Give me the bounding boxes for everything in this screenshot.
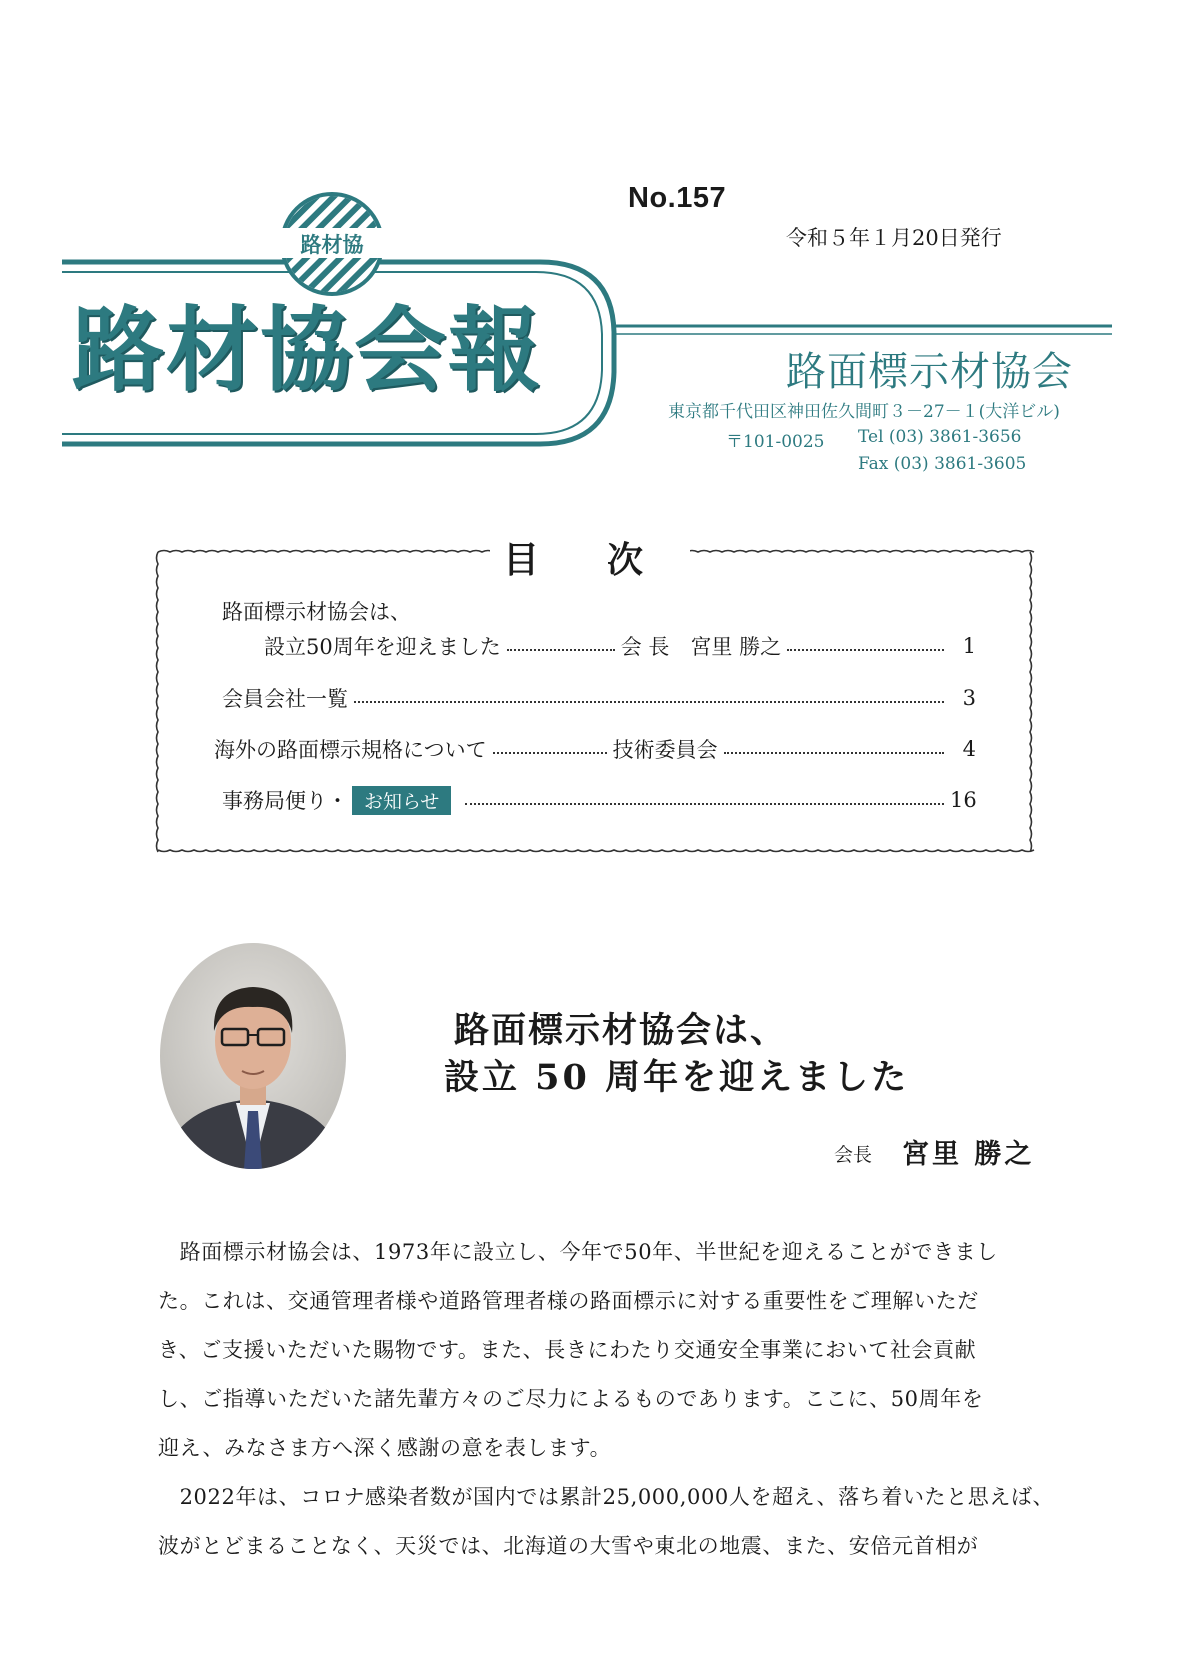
issue-date: 令和５年１月20日発行: [786, 226, 1002, 250]
toc-item-2[interactable]: [222, 682, 976, 714]
fax: Fax (03) 3861-3605: [858, 454, 1027, 474]
toc-item-3[interactable]: [214, 733, 976, 765]
toc-item-3-title: 海外の路面標示規格について: [214, 738, 487, 762]
leader-dots: [493, 752, 607, 754]
issue-number: No.157: [628, 182, 727, 214]
article-title-line1: 路面標示材協会は、: [454, 1010, 788, 1051]
body-paragraph-line: 2022年は、コロナ感染者数が国内では累計25,000,000人を超え、落ち着いたと思えば、: [158, 1485, 1055, 1509]
body-paragraph-line: た。これは、交通管理者様や道路管理者様の路面標示に対する重要性をご理解いただ: [158, 1289, 979, 1313]
postal-code: 〒101-0025: [726, 432, 825, 452]
organization-name: 路面標示材協会: [786, 349, 1073, 395]
body-paragraph-line: 路面標示材協会は、1973年に設立し、今年で50年、半世紀を迎えることができまし: [158, 1240, 998, 1264]
toc-item-2-title: 会員会社一覧: [222, 687, 348, 711]
telephone: Tel (03) 3861-3656: [858, 427, 1022, 447]
address: 東京都千代田区神田佐久間町３－27－１(大洋ビル): [668, 402, 1060, 422]
leader-dots: [724, 752, 944, 754]
toc-item-1[interactable]: [264, 630, 976, 662]
body-paragraph-line: 波がとどまることなく、天災では、北海道の大雪や東北の地震、また、安倍元首相が: [158, 1534, 979, 1558]
leader-dots: [787, 649, 944, 651]
masthead-badge: 路材協: [300, 233, 364, 257]
author-role: 会長: [834, 1144, 873, 1166]
toc-item-4-title: 事務局便り・: [222, 789, 348, 813]
toc-item-2-page: 3: [962, 686, 976, 710]
leader-dots: [354, 701, 944, 703]
toc-item-1-page: 1: [962, 634, 976, 658]
toc-title: 目次: [503, 539, 712, 581]
masthead-title: 路材協会報: [72, 297, 543, 404]
article-title-line2: 設立 50 周年を迎えました: [444, 1057, 910, 1098]
leader-dots: [507, 649, 615, 651]
notice-tag: お知らせ: [352, 786, 451, 815]
toc-item-1-title: 設立50周年を迎えました: [264, 635, 501, 659]
toc-item-4-page: 16: [950, 788, 977, 812]
author-portrait: [160, 943, 346, 1169]
body-paragraph-line: き、ご支援いただいた賜物です。また、長きにわたり交通安全事業において社会貢献: [158, 1338, 977, 1362]
toc-item-1-line1: 路面標示材協会は、: [222, 600, 411, 624]
author-name: 宮里 勝之: [902, 1139, 1035, 1170]
body-paragraph-line: し、ご指導いただいた諸先輩方々のご尽力によるものであります。ここに、50周年を: [158, 1387, 984, 1411]
toc-item-1-author: 会 長 宮里 勝之: [620, 635, 782, 659]
toc-item-4[interactable]: [222, 784, 976, 816]
toc-item-3-page: 4: [962, 737, 976, 761]
toc-item-3-author: 技術委員会: [612, 738, 718, 762]
leader-dots: [465, 803, 944, 805]
body-paragraph-line: 迎え、みなさま方へ深く感謝の意を表します。: [158, 1436, 612, 1460]
